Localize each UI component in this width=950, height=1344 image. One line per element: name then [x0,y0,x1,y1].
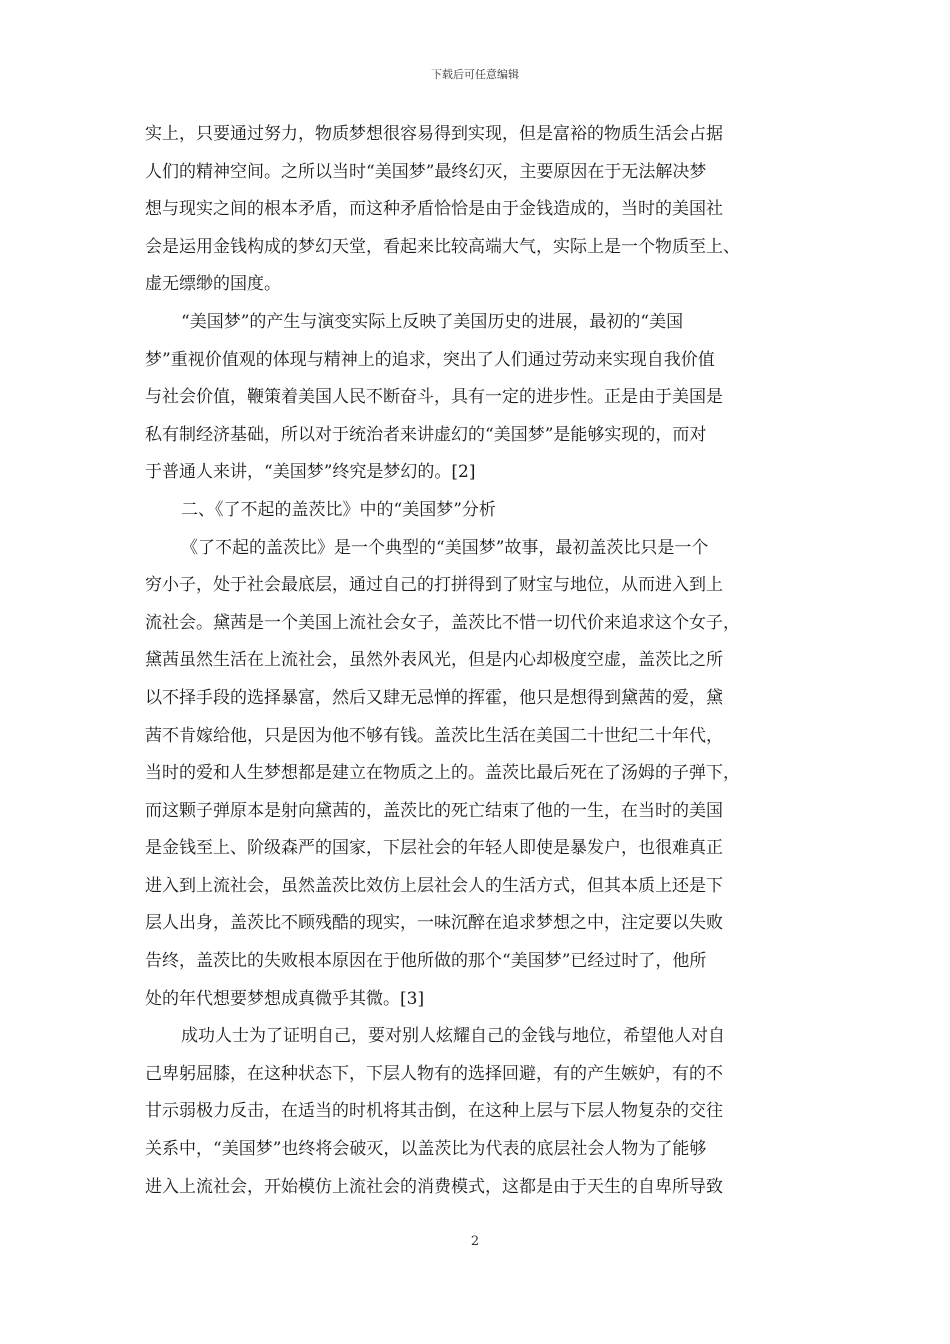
section-heading: 二、《了不起的盖茨比》中的“美国梦”分析 [181,499,496,520]
body-line: 是金钱至上、阶级森严的国家，下层社会的年轻人即使是暴发户，也很难真正 [145,838,723,859]
body-line: 人们的精神空间。之所以当时“美国梦”最终幻灭，主要原因在于无法解决梦 [145,161,707,182]
body-line: 与社会价值，鞭策着美国人民不断奋斗，具有一定的进步性。正是由于美国是 [145,387,723,408]
body-line: 虚无缥缈的国度。 [145,274,281,295]
body-line: 会是运用金钱构成的梦幻天堂，看起来比较高端大气，实际上是一个物质至上、 [145,236,740,257]
body-line: 层人出身，盖茨比不顾残酷的现实，一味沉醉在追求梦想之中，注定要以失败 [145,913,723,934]
body-line: 黛茜虽然生活在上流社会，虽然外表风光，但是内心却极度空虚，盖茨比之所 [145,650,723,671]
body-line: 进入到上流社会，虽然盖茨比效仿上层社会人的生活方式，但其本质上还是下 [145,875,723,896]
body-line: 想与现实之间的根本矛盾，而这种矛盾恰恰是由于金钱造成的，当时的美国社 [145,199,723,220]
body-line: 甘示弱极力反击，在适当的时机将其击倒，在这种上层与下层人物复杂的交往 [145,1101,723,1122]
paragraph-start-line: 《了不起的盖茨比》是一个典型的“美国梦”故事，最初盖茨比只是一个 [181,537,709,558]
body-line: 己卑躬屈膝，在这种状态下，下层人物有的选择回避，有的产生嫉妒，有的不 [145,1063,723,1084]
body-line: 梦”重视价值观的体现与精神上的追求，突出了人们通过劳动来实现自我价值 [145,349,715,370]
body-line: 于普通人来讲，“美国梦”终究是梦幻的。[2] [145,462,476,483]
body-line: 当时的爱和人生梦想都是建立在物质之上的。盖茨比最后死在了汤姆的子弹下， [145,763,740,784]
paragraph-start-line: 成功人士为了证明自己，要对别人炫耀自己的金钱与地位，希望他人对自 [181,1026,725,1047]
body-line: 流社会。黛茜是一个美国上流社会女子，盖茨比不惜一切代价来追求这个女子， [145,612,740,633]
page-header: 下载后可任意编辑 [431,68,519,81]
document-body [145,116,835,1206]
body-line: 进入上流社会，开始模仿上流社会的消费模式，这都是由于天生的自卑所导致 [145,1176,723,1197]
body-line: 处的年代想要梦想成真微乎其微。[3] [145,988,425,1009]
body-line: 穷小子，处于社会最底层，通过自己的打拼得到了财宝与地位，从而进入到上 [145,575,723,596]
page-number: 2 [470,1234,480,1249]
body-line: 私有制经济基础，所以对于统治者来讲虚幻的“美国梦”是能够实现的，而对 [145,424,707,445]
body-line: 关系中，“美国梦”也终将会破灭，以盖茨比为代表的底层社会人物为了能够 [145,1139,707,1160]
body-line: 告终，盖茨比的失败根本原因在于他所做的那个“美国梦”已经过时了，他所 [145,951,707,972]
paragraph-start-line: “美国梦”的产生与演变实际上反映了美国历史的进展，最初的“美国 [181,311,684,332]
body-line: 而这颗子弹原本是射向黛茜的，盖茨比的死亡结束了他的一生，在当时的美国 [145,800,723,821]
body-line: 实上，只要通过努力，物质梦想很容易得到实现，但是富裕的物质生活会占据 [145,124,723,144]
body-line: 以不择手段的选择暴富，然后又肆无忌惮的挥霍，他只是想得到黛茜的爱，黛 [145,687,723,708]
body-line: 茜不肯嫁给他，只是因为他不够有钱。盖茨比生活在美国二十世纪二十年代， [145,725,723,746]
